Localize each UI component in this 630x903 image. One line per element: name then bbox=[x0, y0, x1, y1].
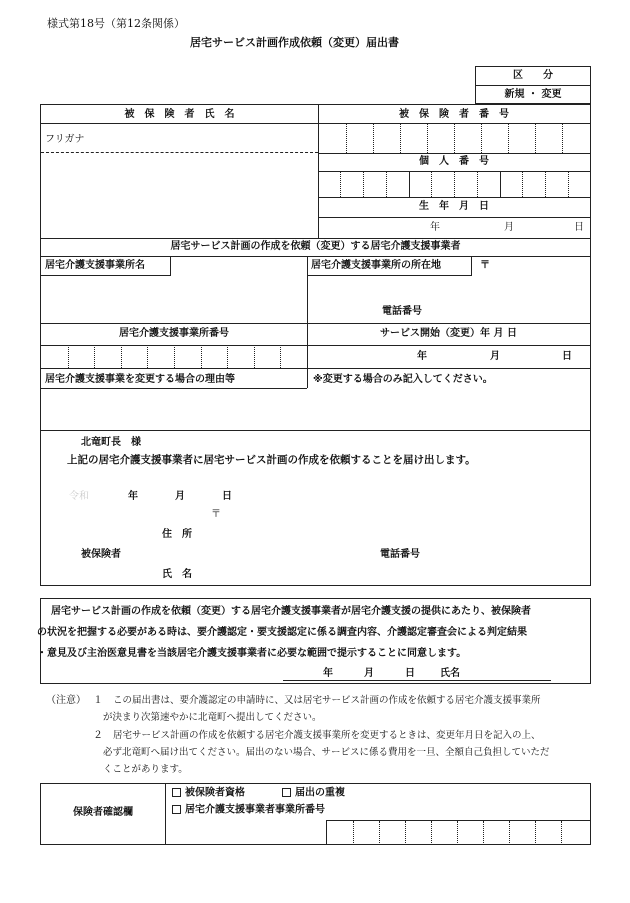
insurer-office-number-field[interactable] bbox=[326, 820, 590, 844]
check-office-number[interactable]: 居宅介護支援事業者事業所番号 bbox=[172, 805, 325, 816]
office-name-field[interactable] bbox=[41, 276, 307, 323]
provider-section-title: 居宅サービス計画の作成を依頼（変更）する居宅介護支援事業者 bbox=[170, 241, 461, 252]
consent-line-1: 居宅サービス計画の作成を依頼（変更）する居宅介護支援事業者が居宅介護支援の提供にあたり、被保険者 bbox=[51, 606, 531, 617]
declaration-phone-label: 電話番号 bbox=[380, 549, 420, 560]
category-box bbox=[475, 66, 591, 104]
insurer-check-label: 保険者確認欄 bbox=[73, 807, 133, 818]
date-year[interactable]: 年 bbox=[128, 491, 138, 502]
office-address-label: 居宅介護支援事業所の所在地 bbox=[311, 260, 441, 271]
note-1-number: １ bbox=[93, 695, 103, 706]
consent-box bbox=[37, 598, 591, 684]
check-duplicate-notification[interactable]: 届出の重複 bbox=[282, 788, 345, 799]
note-2-line-2: 必ず北竜町へ届け出てください。届出のない場合、サービスに係る費用を一旦、全額自己負担していただ bbox=[103, 747, 550, 758]
office-name-label: 居宅介護支援事業所名 bbox=[45, 260, 145, 271]
addressee: 北竜町長 様 bbox=[81, 437, 141, 448]
name-field[interactable] bbox=[206, 563, 586, 581]
birth-date-field[interactable]: 年 月 日 bbox=[430, 222, 584, 233]
furigana-label: フリガナ bbox=[45, 134, 85, 145]
insured-number-field[interactable] bbox=[318, 123, 590, 153]
consent-line-3: ・意見及び主治医意見書を当該居宅介護支援事業者に必要な範囲で提示することに同意します。 bbox=[37, 648, 467, 659]
office-postal-mark: 〒 bbox=[480, 260, 490, 271]
address-label: 住 所 bbox=[162, 529, 192, 540]
date-month[interactable]: 月 bbox=[175, 491, 185, 502]
consent-signature-line[interactable]: 年 月 日 氏名 bbox=[283, 667, 551, 681]
change-reason-label: 居宅介護支援事業を変更する場合の理由等 bbox=[45, 374, 235, 385]
change-reason-field[interactable] bbox=[41, 388, 590, 430]
office-number-field[interactable] bbox=[41, 345, 307, 368]
declaration-statement: 上記の居宅介護支援事業者に居宅サービス計画の作成を依頼することを届け出します。 bbox=[67, 454, 476, 466]
main-form bbox=[40, 104, 591, 586]
office-address-field[interactable] bbox=[307, 276, 590, 323]
office-number-label: 居宅介護支援事業所番号 bbox=[119, 328, 229, 339]
declaration-postal-mark: 〒 bbox=[211, 509, 221, 520]
personal-number-field[interactable] bbox=[318, 171, 590, 197]
notes-label: （注意） bbox=[46, 695, 86, 706]
category-label: 区 分 bbox=[513, 70, 553, 81]
category-value[interactable]: 新規 ・ 変更 bbox=[504, 89, 562, 100]
insured-label: 被保険者 bbox=[81, 549, 121, 560]
consent-line-2: の状況を把握する必要がある時は、要介護認定・要支援認定に係る調査内容、介護認定審査会による判定結果 bbox=[37, 627, 527, 638]
date-day[interactable]: 日 bbox=[222, 491, 232, 502]
insurer-check-box bbox=[40, 783, 591, 845]
form-title: 居宅サービス計画作成依頼（変更）届出書 bbox=[190, 36, 399, 49]
note-1-line-2: が決まり次第速やかに北竜町へ提出してください。 bbox=[103, 712, 322, 723]
service-start-date-field[interactable]: 年 月 日 bbox=[417, 351, 572, 362]
date-era: 令和 bbox=[69, 491, 89, 502]
address-field[interactable] bbox=[206, 523, 586, 541]
note-2-line-3: くことがあります。 bbox=[103, 764, 188, 775]
name-label: 氏 名 bbox=[162, 569, 192, 580]
birth-label: 生 年 月 日 bbox=[419, 201, 489, 212]
note-2-line-1: 居宅サービス計画の作成を依頼する居宅介護支援事業所を変更するときは、変更年月日を記入の上、 bbox=[113, 730, 541, 741]
personal-number-label: 個 人 番 号 bbox=[419, 156, 489, 167]
office-phone-label: 電話番号 bbox=[382, 306, 422, 317]
change-note: ※変更する場合のみ記入してください。 bbox=[313, 374, 493, 385]
note-2-number: ２ bbox=[93, 730, 103, 741]
note-1-line-1: この届出書は、要介護認定の申請時に、又は居宅サービス計画の作成を依頼する居宅介護支援事業所 bbox=[113, 695, 541, 706]
check-insured-qualification[interactable]: 被保険者資格 bbox=[172, 788, 245, 799]
form-number: 様式第18号（第12条関係） bbox=[47, 17, 185, 30]
service-start-label: サービス開始（変更）年 月 日 bbox=[380, 328, 517, 339]
insured-name-label: 被 保 険 者 氏 名 bbox=[124, 109, 235, 120]
insured-number-label: 被 保 険 者 番 号 bbox=[399, 109, 509, 120]
insured-name-field[interactable] bbox=[41, 152, 318, 238]
